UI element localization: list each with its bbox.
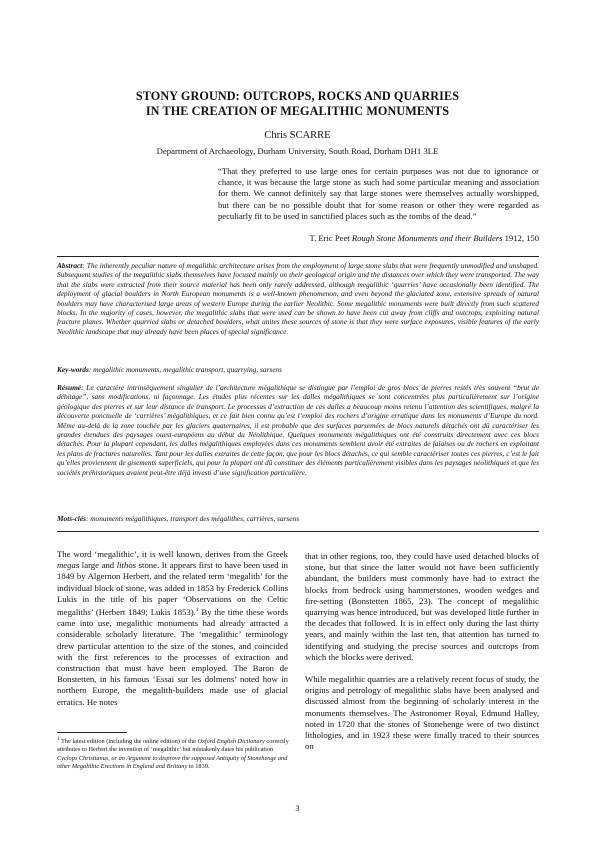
title-line-2: IN THE CREATION OF MEGALITHIC MONUMENTS xyxy=(145,104,450,118)
body-paragraph: While megalithic quarries are a relatively recent focus of study, the origins and petrology of megalithic slabs have been analysed and discussed almost from the beginning of scholarly interest in the monuments themselves. The Astronomer Royal, Edmund Halley, noted in 1720 that the stones of Stonehenge were of two distinct lithologies, and in 1923 these were finally traced to their sources on xyxy=(305,674,539,752)
abstract-english xyxy=(57,261,539,336)
keywords-text: : megalithic monuments, megalithic transport, quarrying, sarsens xyxy=(88,365,282,374)
mots-cles-label: Mots-clés xyxy=(57,514,86,523)
body-column-right xyxy=(305,551,539,752)
author-affiliation: Department of Archaeology, Durham University, South Road, Durham DH1 3LE xyxy=(156,146,439,156)
epigraph-author: T. Eric Peet xyxy=(309,233,350,243)
footnote-rule xyxy=(57,732,127,733)
abstract-label: Abstract xyxy=(57,261,83,270)
footnote-number: 1 xyxy=(57,737,60,742)
page-number: 3 xyxy=(295,803,300,813)
epigraph-quote: “That they preferred to use large ones for certain purposes was not due to ignorance or chance, it was because the large stone as such had some particular meaning and association for them. We cannot definitely say that large stones were themselves actually worshipped, but there can be no possible doubt that for some reason or other they were regarded as peculiarly fit to be used in sanctified places such as the tombs of the dead.” xyxy=(218,166,539,221)
footnote: $^1$ The latest edition (including the online edition) of the Oxford English Dictionary correctly attributes to Herbert the invention of ‘megalithic’ but mistakenly dates his publication Cyclops Christianus, or an Argument to disprove the supposed Antiquity of Stonehenge and other Megalithic Erections in England and Brittany to 1839. xyxy=(57,737,289,770)
resume-label: Résumé xyxy=(57,383,82,392)
body-paragraph: that in other regions, too, they could have used detached blocks of stone, but that since the latter would not have been sufficiently abundant, the builders must commonly have had to extract the blocks from bedrock using hammerstones, wooden wedges and fire-setting (Bonstetten 1865, 23). The concept of megalithic quarrying was hence introduced, but was developed little further in the decades that followed. It is in effect only during the last thirty years, and mainly within the last ten, that attention has turned to identifying and studying the precise sources and outcrops from which the blocks were derived. xyxy=(305,551,539,662)
keywords-english xyxy=(57,365,539,374)
mots-cles-text: : monuments mégalithiques, transport des mégalithes, carrières, sarsens xyxy=(85,514,300,523)
body-paragraph: The word ‘megalithic’, it is well known, derives from the Greek megas large and lithos stone. It appears first to have been used in 1849 by Algernon Herbert, and the related term ‘megalith’ for the individual block of stone, was added in 1853 by Frederick Collins Lukis in the title of his paper ‘Observations on the Celtic megaliths’ (Herbert 1849; Lukis 1853).$^1$ By the time these words came into use, megalithic monuments had already attracted a considerable scholarly literature. The ‘megalithic’ terminology drew particular attention to the size of the stones, and coincided with the first references to the processes of extraction and construction that must have been employed. The Baron de Bonstetten, in his famous ‘Essai sur les dolmens’ noted how in northern Europe, the megalith-builders made use of glacial erratics. He notes xyxy=(57,549,289,707)
title-line-1: STONY GROUND: OUTCROPS, ROCKS AND QUARRIES xyxy=(135,89,460,103)
footnote-ref: 1 xyxy=(195,607,199,614)
abstract-top-rule xyxy=(57,256,539,257)
author-name: Chris SCARRE xyxy=(264,130,331,141)
keywords-french xyxy=(57,514,539,523)
abstract-french xyxy=(57,383,539,477)
paper-title xyxy=(60,89,535,119)
body-column-left xyxy=(57,549,288,708)
epigraph-attribution xyxy=(218,233,539,244)
epigraph-work: Rough Stone Monuments and their Builders xyxy=(351,233,503,243)
epigraph-year: 1912, 150 xyxy=(504,233,539,243)
abstract-text: : The inherently peculiar nature of megalithic architecture arises from the employment of large stone slabs that were frequently unmodified and unshaped. Subsequent studies of the megalithic slabs themselves have focused mainly on their geological origin and the distances over which they were transported. The way that the slabs were extracted from their source material has been only rarely addressed, although megalithic ‘quarries’ have occasionally been identified. The deployment of glacial boulders in North European monuments is a well-known phenomenon, and even beyond the glaciated zone, extensive spreads of natural boulders may have characterised large areas of western Europe during the earlier Neolithic. Some megalithic monuments were built directly from such scattered blocks. In the majority of cases, however, the megalithic slabs that were used can be shown to have been cut away from cliffs and outcrops, exploiting natural fracture planes. Whether quarried slabs or detached boulders, what unites these sources of stone is that they were surface exposures, visible features of the early Neolithic landscape that may already have been places of special significance. xyxy=(57,261,539,336)
resume-text: : Le caractère intrinsèquement singulier de l’architecture mégalithique se distingue par l’emploi de gros blocs de pierres restés très souvent “brut de débitage”, sans modifications, ni façonnage. Les études plus récentes sur les dalles mégalithiques se sont concentrées plus particulièrement sur l’origine géologique des pierres et sur leur distance de transport. Le processus d’extraction de ces dalles a beaucoup moins retenu l’attention des scientifiques, malgré la découverte ponctuelle de ‘carrières’ mégalithiques, et ce fait bien connu qu’est l’emploi des rochers d’origine erratique dans les monuments d’Europe du nord. Même au-delà de la zone touchée par les glaciers quaternaires, il est probable que des surfaces parsemées de blocs naturels détachés ont dû caractériser les grandes étendues des paysages ouest-européens au début du Néolithique. Quelques monuments mégalithiques ont été construits directement avec ces blocs détachés. Pour la plupart cependant, les dalles mégalithiques employées dans ces monuments semblent avoir été extraites de falaises ou de rochers en exploitant les plans de fractures naturelles. Tant pour les dalles extraites de cette façon, que pour les blocs détachés, ce qui semble caractériser toutes ces pierres, c’est le fait qu’elles proviennent de gisements superficiels, qui pour la plupart ont dû constituer des éléments particulièrement visibles dans les paysages néolithiques et que les sociétés préhistoriques avaient peut-être déjà investi d’une signification particulière. xyxy=(57,383,539,477)
abstract-bottom-rule xyxy=(57,531,539,532)
keywords-label: Key-words xyxy=(57,365,89,374)
